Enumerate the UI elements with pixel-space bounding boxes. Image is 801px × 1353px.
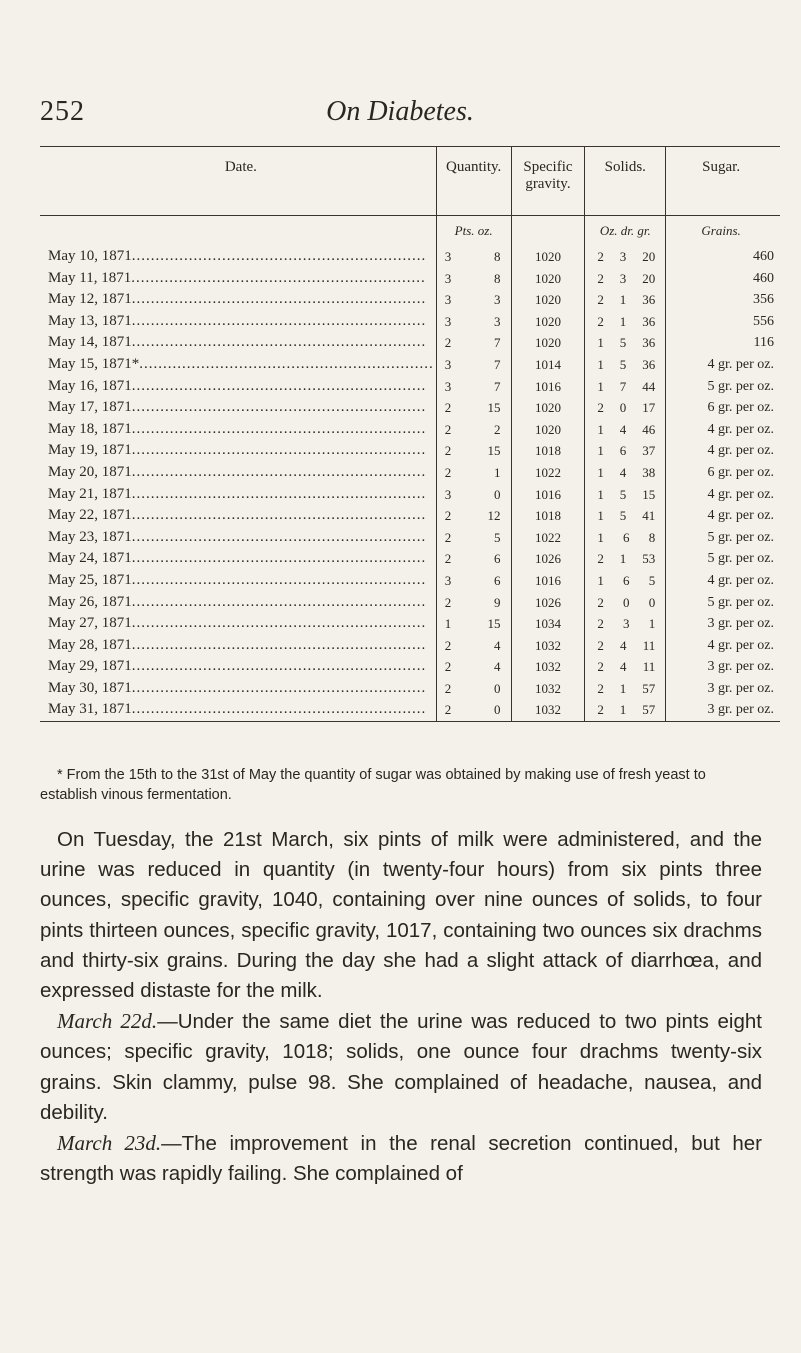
solids-grains: 36 [642, 356, 656, 372]
row-specific-gravity: 1020 [511, 397, 585, 419]
solids-grains: 38 [642, 464, 656, 480]
row-sugar: 4 gr. per oz. [666, 635, 780, 657]
solids-ounces: 2 [597, 659, 604, 675]
row-solids [585, 246, 666, 268]
row-quantity [436, 505, 511, 527]
solids-grains: 20 [642, 249, 656, 264]
quantity-ounces: 0 [494, 680, 501, 696]
row-sugar: 4 gr. per oz. [666, 505, 780, 527]
quantity-ounces: 7 [494, 356, 501, 372]
row-date: May 28, 1871.............................................................. [48, 636, 427, 653]
row-solids [585, 527, 666, 549]
solids-drachms: 6 [623, 529, 630, 545]
solids-ounces: 1 [597, 486, 604, 502]
solids-ounces: 1 [597, 378, 604, 394]
row-solids [585, 592, 666, 614]
row-quantity [436, 678, 511, 700]
solids-drachms: 4 [619, 421, 627, 437]
row-date: May 22, 1871.............................................................. [48, 507, 427, 524]
solids-grains: 57 [642, 702, 656, 718]
quantity-ounces: 15 [487, 400, 501, 416]
solids-ounces: 2 [597, 680, 604, 696]
solids-grains: 36 [642, 335, 656, 351]
table-row [40, 354, 780, 376]
quantity-ounces: 7 [494, 378, 501, 394]
row-quantity [436, 613, 511, 635]
quantity-pints: 3 [444, 486, 452, 502]
entry-text: —The improvement in the renal secretion continued, but her strength was rapidly failing. She complained of [40, 1132, 762, 1186]
row-quantity [436, 332, 511, 354]
row-date: May 17, 1871.............................................................. [48, 399, 427, 416]
row-quantity [436, 440, 511, 462]
row-specific-gravity: 1018 [511, 440, 585, 462]
row-specific-gravity: 1032 [511, 699, 585, 721]
quantity-ounces: 8 [494, 249, 501, 264]
quantity-ounces: 0 [494, 702, 501, 718]
entry-text: —Under the same diet the urine was reduced to two pints eight ounces; specific gravity, 1018; solids, one ounce four drachms twenty-six grains. Skin clammy, pulse 98. She complained of headache, nausea, and debility. [40, 1010, 762, 1124]
row-sugar: 6 gr. per oz. [666, 462, 780, 484]
row-sugar: 4 gr. per oz. [666, 354, 780, 376]
row-solids [585, 397, 666, 419]
paragraph: On Tuesday, the 21st March, six pints of milk were administered, and the urine was reduced in quantity (in twenty-four hours) from six pints three ounces, specific gravity, 1040, containing over nine ounces of solids, to four pints thirteen ounces, specific gravity, 1017, containing two ounces six drachms and thirty-six grains. During the day she had a slight attack of diarrhœa, and expressed distaste for the milk. [40, 828, 762, 1003]
row-specific-gravity: 1022 [511, 462, 585, 484]
quantity-ounces: 6 [494, 572, 501, 588]
quantity-pints: 2 [444, 594, 452, 610]
body-text [40, 825, 762, 1189]
row-solids [585, 332, 666, 354]
paragraph [40, 1128, 762, 1189]
solids-ounces: 1 [597, 464, 604, 480]
units-row [40, 216, 780, 247]
row-date: May 31, 1871.............................................................. [40, 699, 436, 721]
solids-grains: 1 [648, 616, 656, 632]
solids-ounces: 1 [597, 421, 604, 437]
row-sugar: 4 gr. per oz. [666, 419, 780, 441]
row-quantity [436, 592, 511, 614]
row-specific-gravity: 1016 [511, 570, 585, 592]
table-row [40, 635, 780, 657]
row-solids [585, 699, 666, 721]
solids-ounces: 1 [597, 508, 604, 524]
solids-ounces: 2 [597, 270, 604, 286]
solids-ounces: 1 [597, 335, 604, 351]
solids-grains: 36 [642, 313, 656, 329]
solids-drachms: 6 [619, 443, 627, 459]
solids-ounces: 2 [597, 400, 604, 416]
quantity-pints: 2 [444, 335, 452, 351]
row-specific-gravity: 1032 [511, 678, 585, 700]
row-solids [585, 376, 666, 398]
solids-drachms: 7 [619, 378, 627, 394]
column-header-quantity: Quantity. [436, 147, 511, 216]
row-date: May 15, 1871*.............................................................. [48, 355, 434, 372]
table-footnote: * From the 15th to the 31st of May the quantity of sugar was obtained by making use of fresh yeast to establish vinous fermentation. [40, 767, 706, 803]
solids-drachms: 1 [619, 680, 627, 696]
table-row [40, 376, 780, 398]
solids-grains: 5 [648, 572, 656, 588]
solids-grains: 17 [642, 400, 656, 416]
sugar-units: Grains. [666, 216, 780, 247]
page-number: 252 [40, 96, 85, 127]
table-row [40, 289, 780, 311]
column-header-date: Date. [40, 147, 436, 216]
quantity-ounces: 4 [494, 659, 501, 675]
table-row [40, 311, 780, 333]
row-date: May 10, 1871.............................................................. [48, 248, 427, 264]
solids-drachms: 4 [619, 464, 627, 480]
row-specific-gravity: 1032 [511, 656, 585, 678]
row-sugar: 5 gr. per oz. [666, 548, 780, 570]
quantity-pints: 3 [444, 292, 452, 308]
solids-drachms: 4 [620, 659, 627, 675]
solids-drachms: 1 [619, 292, 627, 308]
solids-grains: 8 [648, 529, 656, 545]
solids-grains: 20 [642, 270, 656, 286]
solids-drachms: 5 [619, 508, 627, 524]
table-row [40, 484, 780, 506]
row-quantity [436, 570, 511, 592]
solids-ounces: 2 [597, 249, 604, 264]
solids-drachms: 1 [619, 313, 627, 329]
quantity-pints: 2 [444, 659, 452, 675]
row-quantity [436, 484, 511, 506]
quantity-ounces: 2 [494, 421, 501, 437]
solids-ounces: 2 [597, 594, 604, 610]
row-date: May 20, 1871.............................................................. [48, 463, 427, 480]
row-sugar: 556 [666, 311, 780, 333]
quantity-ounces: 9 [494, 594, 501, 610]
row-specific-gravity: 1016 [511, 376, 585, 398]
row-quantity [436, 656, 511, 678]
solids-ounces: 2 [597, 313, 604, 329]
quantity-pints: 2 [444, 443, 452, 459]
solids-ounces: 1 [597, 356, 604, 372]
quantity-ounces: 1 [494, 464, 501, 480]
table-row [40, 656, 780, 678]
quantity-pints: 2 [444, 529, 452, 545]
row-solids [585, 440, 666, 462]
quantity-ounces: 0 [494, 486, 501, 502]
row-specific-gravity: 1016 [511, 484, 585, 506]
row-quantity [436, 354, 511, 376]
row-solids [585, 635, 666, 657]
row-sugar: 460 [666, 268, 780, 290]
row-solids [585, 613, 666, 635]
row-specific-gravity: 1020 [511, 246, 585, 268]
row-quantity [436, 699, 511, 721]
quantity-ounces: 5 [494, 529, 501, 545]
table-row [40, 592, 780, 614]
row-quantity [436, 419, 511, 441]
table-row [40, 332, 780, 354]
quantity-units: Pts. oz. [436, 216, 511, 247]
solids-drachms: 3 [619, 249, 627, 264]
table-row [40, 462, 780, 484]
solids-grains: 53 [642, 551, 656, 567]
solids-ounces: 2 [597, 551, 604, 567]
quantity-ounces: 12 [487, 508, 501, 524]
quantity-pints: 2 [444, 464, 452, 480]
row-date: May 12, 1871.............................................................. [48, 291, 427, 308]
row-specific-gravity: 1020 [511, 332, 585, 354]
row-date: May 24, 1871.............................................................. [48, 550, 427, 567]
row-solids [585, 656, 666, 678]
row-date: May 16, 1871.............................................................. [48, 377, 427, 394]
row-date: May 26, 1871.............................................................. [48, 593, 427, 610]
row-solids [585, 678, 666, 700]
solids-grains: 57 [642, 680, 656, 696]
solids-grains: 11 [642, 659, 656, 675]
row-sugar: 356 [666, 289, 780, 311]
row-date: May 27, 1871.............................................................. [48, 615, 427, 632]
row-quantity [436, 268, 511, 290]
solids-drachms: 1 [619, 551, 627, 567]
row-solids [585, 354, 666, 376]
row-date: May 23, 1871.............................................................. [48, 528, 427, 545]
row-sugar: 116 [666, 332, 780, 354]
row-quantity [436, 376, 511, 398]
row-specific-gravity: 1020 [511, 311, 585, 333]
running-title: On Diabetes. [326, 96, 474, 127]
solids-units: Oz. dr. gr. [585, 216, 666, 247]
quantity-ounces: 15 [487, 616, 501, 632]
solids-drachms: 3 [623, 616, 630, 632]
solids-grains: 44 [642, 378, 656, 394]
row-solids [585, 570, 666, 592]
table-row [40, 613, 780, 635]
solids-drachms: 6 [623, 572, 630, 588]
row-quantity [436, 311, 511, 333]
table-row [40, 397, 780, 419]
entry-date: March 23d. [57, 1131, 162, 1156]
row-specific-gravity: 1022 [511, 527, 585, 549]
row-quantity [436, 246, 511, 268]
quantity-pints: 2 [444, 551, 452, 567]
row-date: May 29, 1871.............................................................. [48, 658, 427, 675]
solids-drachms: 0 [623, 594, 630, 610]
row-sugar: 5 gr. per oz. [666, 592, 780, 614]
table-row [40, 678, 780, 700]
row-solids [585, 268, 666, 290]
solids-ounces: 2 [597, 616, 604, 632]
row-sugar: 6 gr. per oz. [666, 397, 780, 419]
row-specific-gravity: 1018 [511, 505, 585, 527]
row-quantity [436, 548, 511, 570]
row-solids [585, 419, 666, 441]
row-specific-gravity: 1026 [511, 548, 585, 570]
row-specific-gravity: 1032 [511, 635, 585, 657]
solids-ounces: 2 [597, 637, 604, 653]
row-date: May 14, 1871.............................................................. [48, 334, 427, 351]
entry-date: March 22d. [57, 1009, 158, 1034]
table-row [40, 419, 780, 441]
quantity-ounces: 8 [494, 270, 501, 286]
solids-grains: 41 [642, 508, 656, 524]
solids-ounces: 2 [597, 702, 604, 718]
quantity-pints: 2 [444, 421, 452, 437]
solids-ounces: 1 [597, 572, 604, 588]
row-quantity [436, 462, 511, 484]
table-row [40, 699, 780, 721]
quantity-pints: 3 [444, 249, 452, 264]
row-sugar: 4 gr. per oz. [666, 570, 780, 592]
table-row [40, 268, 780, 290]
quantity-ounces: 15 [487, 443, 501, 459]
row-specific-gravity: 1020 [511, 419, 585, 441]
row-sugar: 460 [666, 246, 780, 268]
solids-grains: 11 [642, 637, 656, 653]
quantity-pints: 3 [444, 313, 452, 329]
table-row [40, 246, 780, 268]
solids-grains: 36 [642, 292, 656, 308]
quantity-pints: 2 [444, 400, 452, 416]
row-sugar: 3 gr. per oz. [666, 613, 780, 635]
solids-ounces: 2 [597, 292, 604, 308]
quantity-pints: 2 [444, 508, 452, 524]
column-header-specific-gravity: Specific gravity. [511, 147, 585, 216]
urine-analysis-table [40, 146, 780, 722]
row-solids [585, 484, 666, 506]
row-sugar: 3 gr. per oz. [666, 656, 780, 678]
quantity-pints: 2 [444, 680, 452, 696]
quantity-ounces: 6 [494, 551, 501, 567]
row-solids [585, 548, 666, 570]
table-row [40, 548, 780, 570]
row-sugar: 4 gr. per oz. [666, 440, 780, 462]
column-header-solids: Solids. [585, 147, 666, 216]
table-row [40, 505, 780, 527]
solids-ounces: 1 [597, 443, 604, 459]
row-sugar: 3 gr. per oz. [666, 699, 780, 721]
row-sugar: 5 gr. per oz. [666, 527, 780, 549]
row-date: May 11, 1871.............................................................. [48, 269, 426, 286]
table-row [40, 570, 780, 592]
row-sugar: 4 gr. per oz. [666, 484, 780, 506]
quantity-ounces: 7 [494, 335, 501, 351]
solids-drachms: 5 [619, 356, 627, 372]
row-date: May 19, 1871.............................................................. [48, 442, 427, 459]
quantity-pints: 3 [444, 378, 452, 394]
solids-drachms: 5 [619, 335, 627, 351]
row-quantity [436, 397, 511, 419]
solids-drachms: 1 [619, 702, 627, 718]
row-specific-gravity: 1020 [511, 268, 585, 290]
row-solids [585, 311, 666, 333]
row-sugar: 3 gr. per oz. [666, 678, 780, 700]
row-date: May 21, 1871.............................................................. [48, 485, 427, 502]
quantity-ounces: 4 [494, 637, 501, 653]
row-specific-gravity: 1034 [511, 613, 585, 635]
row-specific-gravity: 1020 [511, 289, 585, 311]
quantity-pints: 1 [444, 616, 452, 632]
paragraph [40, 1006, 762, 1128]
row-solids [585, 289, 666, 311]
table-row [40, 440, 780, 462]
solids-drachms: 0 [619, 400, 627, 416]
row-solids [585, 462, 666, 484]
solids-drachms: 5 [619, 486, 627, 502]
solids-grains: 0 [648, 594, 656, 610]
row-date: May 30, 1871.............................................................. [48, 679, 427, 696]
table-row [40, 527, 780, 549]
column-header-sugar: Sugar. [666, 147, 780, 216]
solids-grains: 15 [642, 486, 656, 502]
row-date: May 18, 1871.............................................................. [48, 420, 427, 437]
quantity-pints: 2 [444, 637, 452, 653]
row-solids [585, 505, 666, 527]
quantity-pints: 3 [444, 572, 452, 588]
quantity-pints: 2 [444, 702, 452, 718]
quantity-pints: 3 [444, 356, 452, 372]
row-date: May 25, 1871.............................................................. [48, 571, 427, 588]
solids-ounces: 1 [597, 529, 604, 545]
solids-grains: 46 [642, 421, 656, 437]
page-header [40, 96, 760, 136]
quantity-ounces: 3 [494, 313, 501, 329]
row-quantity [436, 527, 511, 549]
quantity-ounces: 3 [494, 292, 501, 308]
row-sugar: 5 gr. per oz. [666, 376, 780, 398]
row-specific-gravity: 1014 [511, 354, 585, 376]
quantity-pints: 3 [444, 270, 452, 286]
solids-drachms: 4 [620, 637, 627, 653]
solids-grains: 37 [642, 443, 656, 459]
row-quantity [436, 289, 511, 311]
solids-drachms: 3 [619, 270, 627, 286]
row-specific-gravity: 1026 [511, 592, 585, 614]
row-date: May 13, 1871.............................................................. [48, 312, 427, 329]
row-quantity [436, 635, 511, 657]
